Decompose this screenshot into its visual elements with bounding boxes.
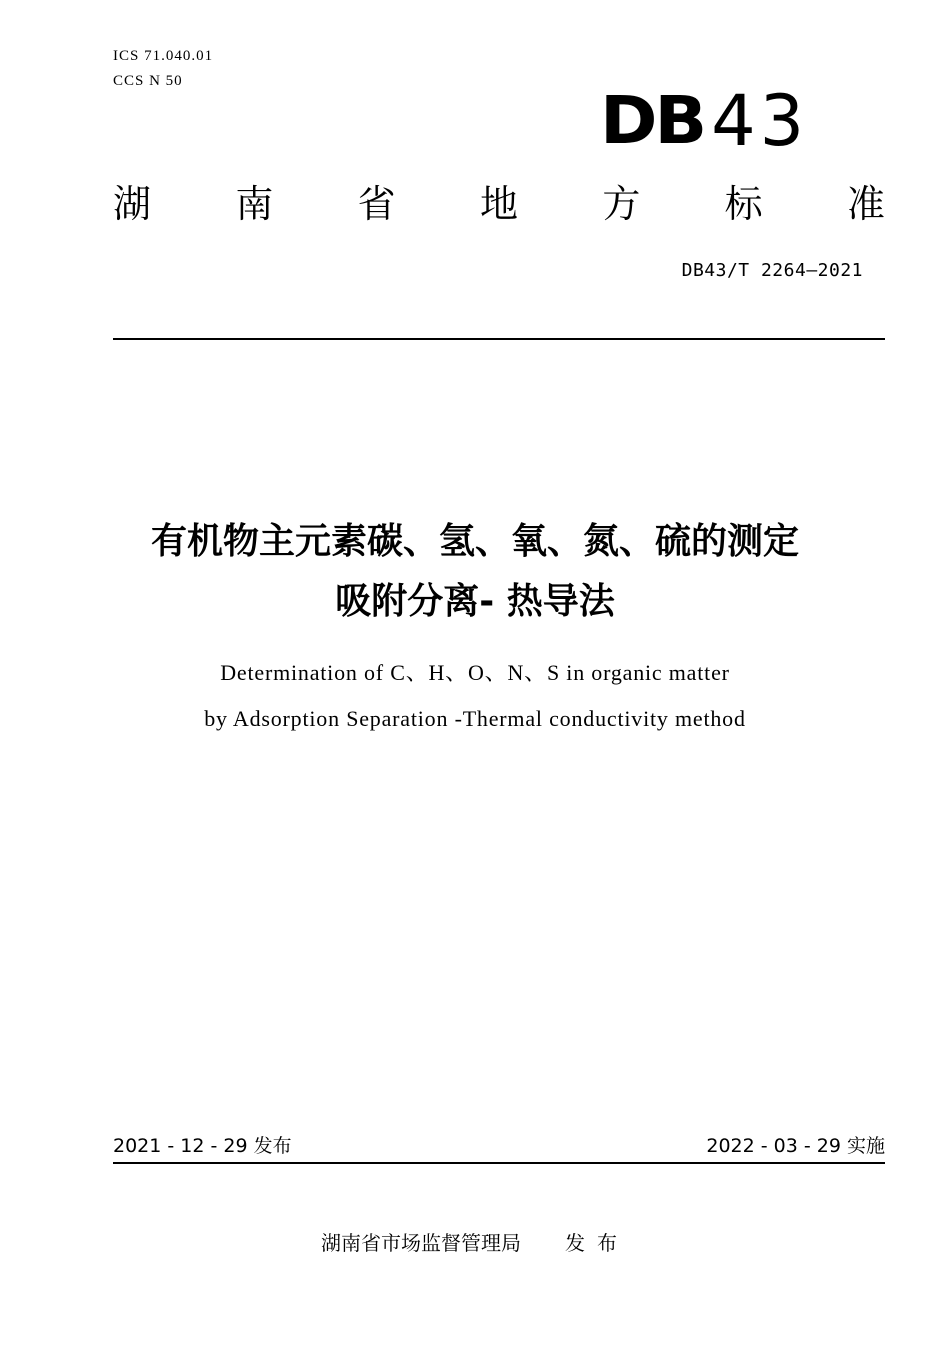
standard-type-char: 省 bbox=[357, 182, 396, 226]
bottom-divider bbox=[113, 1162, 885, 1164]
english-title-line1: Determination of C、H、O、N、S in organic matter bbox=[220, 660, 730, 685]
classification-codes bbox=[113, 44, 213, 94]
issuing-organization: 湖南省市场监督管理局 bbox=[321, 1231, 521, 1255]
issue-date: 2021 - 12 - 29 发布 bbox=[113, 1135, 292, 1157]
standard-type-char: 湖 bbox=[113, 182, 152, 226]
standard-type-char: 方 bbox=[602, 182, 641, 226]
standard-type-char: 准 bbox=[846, 182, 885, 226]
top-divider bbox=[113, 338, 885, 340]
chinese-title-line1: 有机物主元素碳、氢、氧、氮、硫的测定 bbox=[150, 521, 799, 562]
english-title-line2: by Adsorption Separation -Thermal conductivity method bbox=[204, 706, 746, 731]
db-logo-text: DB bbox=[600, 82, 705, 159]
issuer-line bbox=[0, 1228, 950, 1258]
db43-logo bbox=[600, 80, 809, 162]
standard-type-char: 标 bbox=[724, 182, 763, 226]
ccs-code: CCS N 50 bbox=[113, 73, 183, 89]
implementation-date: 2022 - 03 - 29 实施 bbox=[706, 1135, 885, 1157]
db-logo-number: 43 bbox=[711, 80, 809, 162]
standard-type-char: 南 bbox=[235, 182, 274, 226]
ics-code: ICS 71.040.01 bbox=[113, 48, 214, 64]
chinese-title-line2: 吸附分离- 热导法 bbox=[335, 581, 615, 622]
standard-code: DB43/T 2264—2021 bbox=[681, 260, 863, 281]
standard-type-heading bbox=[113, 180, 885, 228]
issue-action: 发布 bbox=[565, 1231, 629, 1255]
standard-type-char: 地 bbox=[479, 182, 518, 226]
